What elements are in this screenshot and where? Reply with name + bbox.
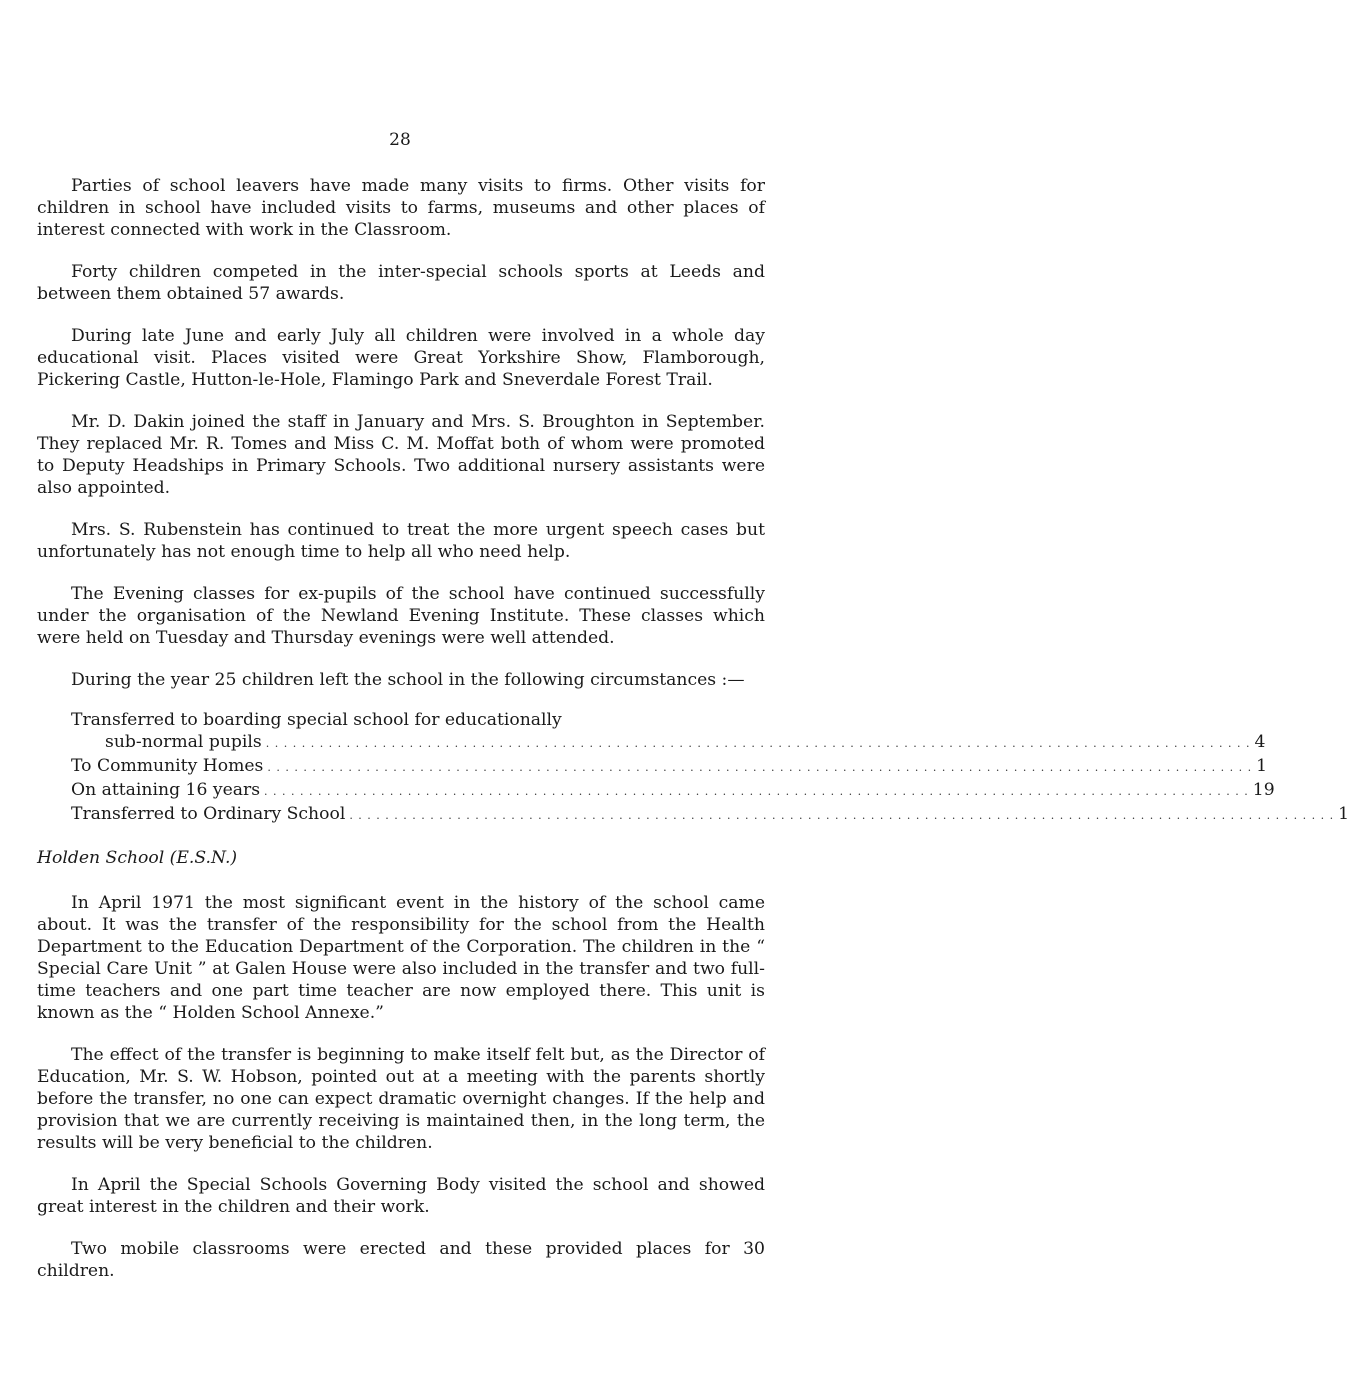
- dot-leader: . . . . . . . . . . . . . . . . . . . . . . . . . . . . . . . . . . . . . . . . . . . . . . . . . . . . . . . . . . . . . . . . . . . . . . . . . . . . . . . . . . . . . . . . . . . . . . . . . . . . . . . . . . . . . .: [349, 809, 1335, 822]
- list-item-label: sub-normal pupils: [105, 732, 262, 752]
- paragraph-sports: Forty children competed in the inter-special schools sports at Leeds and between them obtained 57 awards.: [37, 262, 765, 304]
- leavers-list: [71, 709, 1349, 827]
- list-item-label: To Community Homes: [71, 756, 264, 776]
- dot-leader: . . . . . . . . . . . . . . . . . . . . . . . . . . . . . . . . . . . . . . . . . . . . . . . . . . . . . . . . . . . . . . . . . . . . . . . . . . . . . . . . . . . . . . . . . . . . . . . . . . . . . . . . . . . . . .: [267, 761, 1253, 774]
- paragraph-evening-classes: The Evening classes for ex-pupils of the school have continued successfully under the organisation of the Newland Evening Institute. These classes which were held on Tuesday and Thursday evenings were well attended.: [37, 584, 765, 648]
- page-body: [37, 175, 1349, 1302]
- dot-leader: . . . . . . . . . . . . . . . . . . . . . . . . . . . . . . . . . . . . . . . . . . . . . . . . . . . . . . . . . . . . . . . . . . . . . . . . . . . . . . . . . . . . . . . . . . . . . . . . . . . . . . . . . . . . . .: [265, 737, 1251, 750]
- list-item-count: 19: [1252, 780, 1275, 800]
- list-item: [71, 779, 1275, 803]
- paragraph-speech: Mrs. S. Rubenstein has continued to treat the more urgent speech cases but unfortunately has not enough time to help all who need help.: [37, 520, 765, 562]
- paragraph-effect: The effect of the transfer is beginning to make itself felt but, as the Director of Education, Mr. S. W. Hobson, pointed out at a meeting with the parents shortly before the transfer, no one can expect dramatic overnight changes. If the help and provision that we are currently receiving is maintained then, in the long term, the results will be very beneficial to the children.: [37, 1045, 765, 1153]
- list-item-label: On attaining 16 years: [71, 780, 261, 800]
- page-number: 28: [389, 130, 411, 150]
- dot-leader: . . . . . . . . . . . . . . . . . . . . . . . . . . . . . . . . . . . . . . . . . . . . . . . . . . . . . . . . . . . . . . . . . . . . . . . . . . . . . . . . . . . . . . . . . . . . . . . . . . . . . . . . . . . . . .: [264, 785, 1249, 798]
- list-item-count: 4: [1254, 732, 1266, 752]
- paragraph-staff: Mr. D. Dakin joined the staff in January and Mrs. S. Broughton in September. They replaced Mr. R. Tomes and Miss C. M. Moffat both of whom were promoted to Deputy Headships in Primary Schools. Two additional nursery assistants were also appointed.: [37, 412, 765, 498]
- paragraph-visits: Parties of school leavers have made many visits to firms. Other visits for children in school have included visits to farms, museums and other places of interest connected with work in the Classroom.: [37, 176, 765, 240]
- paragraph-educational-visit: During late June and early July all children were involved in a whole day educational visit. Places visited were Great Yorkshire Show, Flamborough, Pickering Castle, Hutton-le-Hole, Flamingo Park and Sneverdale Forest Trail.: [37, 326, 765, 390]
- list-item-label: Transferred to Ordinary School: [71, 804, 346, 824]
- list-item: [71, 755, 1268, 779]
- list-item: [71, 709, 747, 731]
- list-item: [71, 731, 1266, 755]
- paragraph-governing-body: In April the Special Schools Governing Body visited the school and showed great interest in the children and their work.: [37, 1175, 765, 1217]
- paragraph-leavers-intro: During the year 25 children left the school in the following circumstances :—: [71, 670, 745, 690]
- list-item-label: Transferred to boarding special school for educationally: [71, 710, 562, 730]
- paragraph-transfer: In April 1971 the most significant event in the history of the school came about. It was the transfer of the responsibility for the school from the Health Department to the Education Department of the Corporation. The children in the “ Special Care Unit ” at Galen House were also included in the transfer and two full-time teachers and one part time teacher are now employed there. This unit is known as the “ Holden School Annexe.”: [37, 893, 765, 1023]
- list-item-count: 1: [1338, 804, 1349, 824]
- list-item-count: 1: [1256, 756, 1268, 776]
- list-item: [71, 803, 1349, 827]
- section-heading: Holden School (E.S.N.): [37, 848, 238, 868]
- paragraph-classrooms: Two mobile classrooms were erected and these provided places for 30 children.: [37, 1239, 765, 1281]
